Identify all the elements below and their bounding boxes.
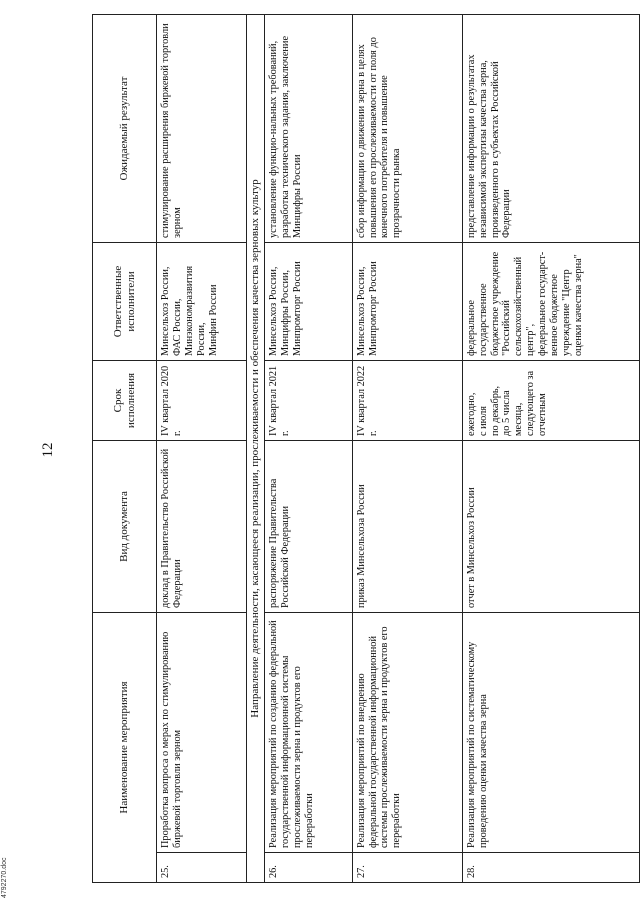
row-responsible: федеральное государственное бюджетное учреждение "Российский сельскохозяйственный центр", федеральное государст-венное бюджетное учреждение "Центр оценки качества зерна" (462, 243, 639, 361)
header-result: Ожидаемый результат (93, 15, 157, 243)
row-number: 25. (157, 853, 247, 883)
row-number: 28. (462, 853, 639, 883)
table-row (462, 15, 639, 883)
header-name: Наименование мероприятия (93, 613, 157, 883)
row-name: Реализация мероприятий по внедрению федеральной государственной информационной системы прослеживаемости зерна и продуктов его переработки (352, 613, 462, 853)
row-responsible: Минсельхоз России, Минпромторг России (352, 243, 462, 361)
row-deadline: ежегодно, с июля по декабрь, до 5 числа месяца, следующего за отчетным (462, 361, 639, 441)
section-heading-row (246, 15, 264, 883)
header-responsible: Ответственные исполнители (93, 243, 157, 361)
table-header-row (93, 15, 157, 883)
row-responsible: Минсельхоз России, ФАС России, Минэкономразвития России, Минфин России (157, 243, 247, 361)
row-doc-type: распоряжение Правительства Российской Федерации (264, 441, 352, 613)
row-deadline: IV квартал 2022 г. (352, 361, 462, 441)
table-row (157, 15, 247, 883)
row-deadline: IV квартал 2021 г. (264, 361, 352, 441)
row-number: 26. (264, 853, 352, 883)
document-file-name: 4792270.doc (1, 857, 8, 898)
rotated-document-page (92, 15, 640, 883)
row-result: представление информации о результатах независимой экспертизы качества зерна, произведенного в субъектах Российской Федерации (462, 15, 639, 243)
row-name: Проработка вопроса о мерах по стимулированию биржевой торговли зерном (157, 613, 247, 853)
row-doc-type: приказ Минсельхоза России (352, 441, 462, 613)
header-doc-type: Вид документа (93, 441, 157, 613)
row-name: Реализация мероприятий по созданию федеральной государственной информационной системы прослеживаемости зерна и продуктов его переработки (264, 613, 352, 853)
row-result: стимулирование расширения биржевой торговли зерном (157, 15, 247, 243)
table-row (264, 15, 352, 883)
row-doc-type: отчет в Минсельхоз России (462, 441, 639, 613)
row-doc-type: доклад в Правительство Российской Федерации (157, 441, 247, 613)
row-result: сбор информации о движении зерна в целях повышения его прослеживаемости от поля до конечного потребителя и повышение прозрачности рынка (352, 15, 462, 243)
row-name: Реализация мероприятий по систематическому проведению оценки качества зерна (462, 613, 639, 853)
row-deadline: IV квартал 2020 г. (157, 361, 247, 441)
row-responsible: Минсельхоз России, Минцифры России, Минпромторг России (264, 243, 352, 361)
action-plan-table (92, 14, 640, 883)
header-deadline: Срок исполнения (93, 361, 157, 441)
row-result: установление функцио-нальных требований, разработка технического задания, заключение Минцифры России (264, 15, 352, 243)
row-number: 27. (352, 853, 462, 883)
page-number: 12 (40, 442, 56, 458)
table-row (352, 15, 462, 883)
section-heading: Направление деятельности, касающееся реализации, прослеживаемости и обеспечения качества зерновых культур (246, 15, 264, 883)
